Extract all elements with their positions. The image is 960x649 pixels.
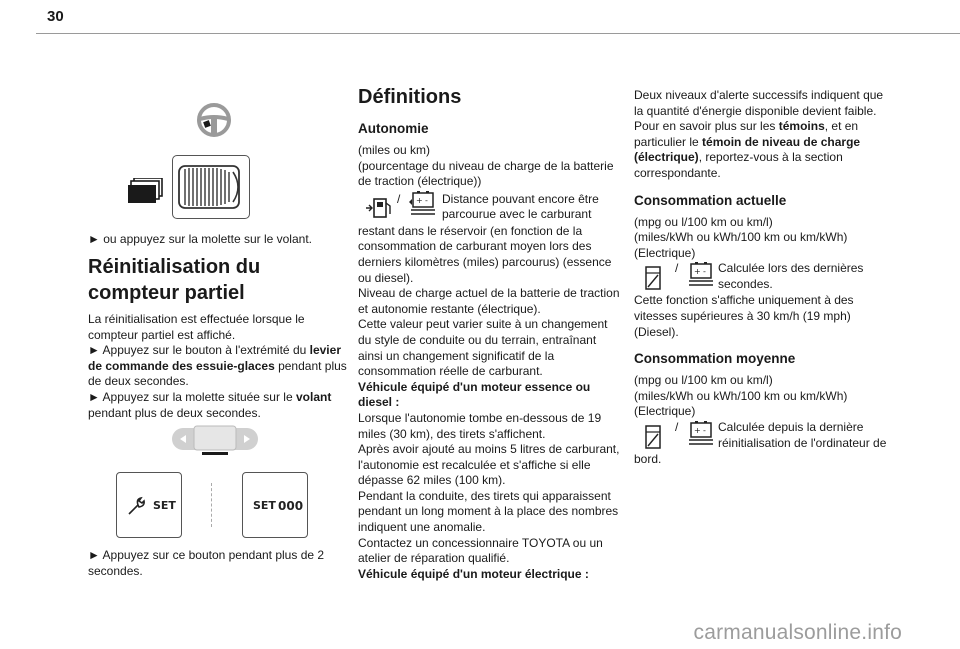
electric-heading: Véhicule équipé d'un moteur électrique : bbox=[358, 566, 589, 581]
average-consumption-heading: Consommation moyenne bbox=[634, 351, 796, 367]
svg-text:+: + bbox=[694, 267, 701, 277]
battery-average-icon bbox=[686, 420, 716, 450]
autonomy-p7: Contactez un concessionnaire TOYOTA ou un atelier de réparation qualifié. bbox=[358, 535, 603, 566]
wiper-stalk-icon bbox=[170, 422, 260, 458]
average-tail: bord. bbox=[634, 451, 662, 466]
reset-step-wheel: ► Appuyez sur la molette située sur le volant pendant plus de deux secondes. bbox=[88, 389, 332, 420]
current-units-electric: (miles/kWh ou kWh/100 km ou km/kWh) (Electrique) bbox=[634, 230, 848, 260]
autonomy-p5: Après avoir ajouté au moins 5 litres de carburant, l'autonomie est recalculée et s'affiche si elle dépasse 62 miles (100 km). bbox=[358, 442, 620, 488]
slash-separator-3: / bbox=[675, 419, 679, 434]
fuel-pump-icon bbox=[364, 196, 392, 220]
alert-paragraph: Deux niveaux d'alerte successifs indiquent que la quantité d'énergie disponible devient faible. Pour en savoir plus sur les témoins, et en particulier le témoin de niveau de charge (électrique), reportez-vous à la section correspondante. bbox=[634, 88, 884, 180]
reset-heading: Réinitialisation du compteur partiel bbox=[88, 256, 261, 304]
wrench-icon bbox=[126, 495, 148, 517]
fuel-consumption-icon bbox=[644, 265, 662, 291]
autonomy-p4: Lorsque l'autonomie tombe en-dessous de 19 miles (30 km), des tirets s'affichent. bbox=[358, 410, 602, 441]
svg-text:-: - bbox=[703, 267, 706, 277]
page-number: 30 bbox=[47, 8, 64, 25]
autonomy-p1: restant dans le réservoir (en fonction de la consommation de carburant moyen lors des derniers kilomètres (miles) parcourus) (essence ou diesel). bbox=[358, 223, 612, 285]
autonomy-icon-text: Distance pouvant encore être parcourue avec le carburant bbox=[442, 191, 599, 222]
petrol-diesel-heading: Véhicule équipé d'un moteur essence ou diesel : bbox=[358, 379, 591, 410]
thumbwheel-button-frame bbox=[172, 155, 250, 219]
battery-range-icon bbox=[408, 190, 438, 220]
set-label-2: SET bbox=[253, 499, 276, 512]
slash-separator: / bbox=[397, 191, 401, 206]
svg-text:-: - bbox=[703, 425, 706, 435]
current-consumption-heading: Consommation actuelle bbox=[634, 192, 787, 208]
autonomy-heading: Autonomie bbox=[358, 121, 429, 136]
battery-consumption-icon bbox=[686, 261, 716, 291]
set-value: 000 bbox=[278, 499, 304, 513]
slash-separator-2: / bbox=[675, 261, 679, 276]
set-counter-button bbox=[242, 472, 308, 538]
svg-text:+: + bbox=[416, 195, 423, 205]
fuel-average-icon bbox=[644, 424, 662, 450]
header-divider bbox=[36, 33, 960, 34]
display-stack-icon bbox=[128, 178, 164, 204]
average-icon-text: Calculée depuis la dernière réinitialisation de l'ordinateur de bbox=[718, 419, 887, 450]
svg-text:-: - bbox=[425, 195, 428, 205]
set-label: SET bbox=[153, 499, 176, 512]
steering-wheel-icon bbox=[196, 102, 232, 138]
current-units: (mpg ou l/100 km ou km/l) bbox=[634, 214, 773, 229]
svg-text:+: + bbox=[694, 425, 701, 435]
autonomy-units-electric: (pourcentage du niveau de charge de la batterie de traction (électrique)) bbox=[358, 158, 614, 189]
autonomy-p2: Niveau de charge actuel de la batterie de traction et autonomie restante (électrique). bbox=[358, 286, 620, 316]
reset-paragraph: La réinitialisation est effectuée lorsque le compteur partiel est affiché. bbox=[88, 312, 305, 342]
current-icon-text: Calculée lors des dernières secondes. bbox=[718, 261, 864, 291]
set-wrench-button bbox=[116, 472, 182, 538]
autonomy-units: (miles ou km) bbox=[358, 143, 431, 157]
reset-step-wiper: ► Appuyez sur le bouton à l'extrémité du levier de commande des essuie-glaces pendant plus de deux secondes. bbox=[88, 343, 347, 389]
autonomy-p3: Cette valeur peut varier suite à un changement du style de conduite ou du terrain, entraînant ainsi un changement significatif de la consommation réelle de carburant. bbox=[358, 317, 608, 379]
average-units-electric: (miles/kWh ou kWh/100 km ou km/kWh) (Electrique) bbox=[634, 388, 848, 419]
thumbwheel-icon bbox=[173, 156, 249, 218]
wheel-caption: ► ou appuyez sur la molette sur le volant. bbox=[88, 232, 312, 246]
bottom-caption: ► Appuyez sur ce bouton pendant plus de 2 secondes. bbox=[88, 548, 325, 578]
autonomy-p6: Pendant la conduite, des tirets qui apparaissent pendant un long moment à la place des nombres indiquent une anomalie. bbox=[358, 488, 619, 535]
average-units: (mpg ou l/100 km ou km/l) bbox=[634, 373, 773, 388]
current-note: Cette fonction s'affiche uniquement à des vitesses supérieures à 30 km/h (19 mph) (Diesel). bbox=[634, 293, 854, 339]
watermark: carmanualsonline.info bbox=[693, 621, 902, 644]
dashed-separator bbox=[211, 483, 212, 527]
definitions-heading: Définitions bbox=[358, 86, 462, 108]
